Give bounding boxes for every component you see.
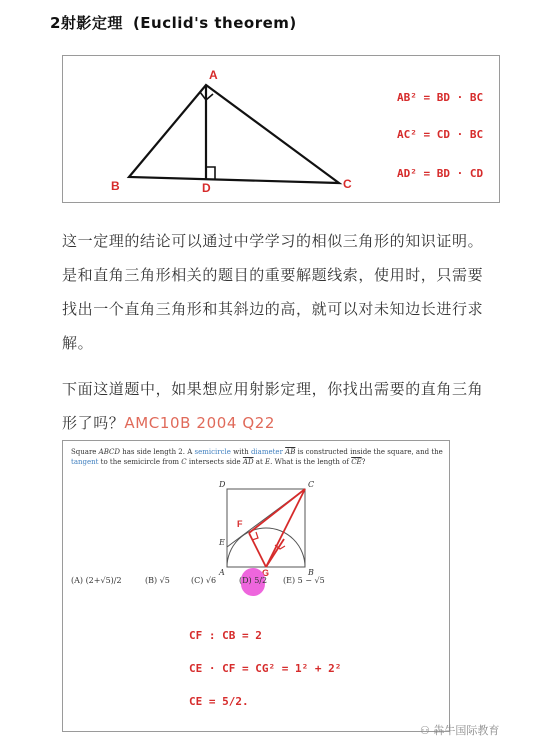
label-a: A bbox=[209, 68, 218, 82]
problem-square-name: ABCD bbox=[98, 448, 120, 456]
problem-text-8: . What is the length of bbox=[270, 458, 352, 466]
diagram-label-e: E bbox=[219, 538, 225, 547]
square-semicircle-diagram bbox=[63, 441, 449, 576]
triangle-abc bbox=[129, 85, 339, 183]
keyword-tangent: tangent bbox=[71, 458, 99, 466]
handwriting-line-1: CF : CB = 2 bbox=[189, 629, 262, 642]
section-heading bbox=[50, 12, 297, 33]
euclid-theorem-figure bbox=[62, 55, 500, 203]
segment-ad: $\overline{AD}$ bbox=[242, 458, 254, 466]
choice-d: (D) 5/2 bbox=[239, 576, 268, 585]
choice-e: (E) 5 − √5 bbox=[283, 576, 325, 585]
red-altitude bbox=[266, 539, 284, 567]
formula-ad: AD² = BD · CD bbox=[397, 167, 484, 180]
diagram-label-d: D bbox=[219, 480, 226, 489]
point-c-text: C bbox=[181, 458, 187, 466]
problem-text-6: intersects side bbox=[186, 458, 243, 466]
diagram-label-c: C bbox=[308, 480, 315, 489]
diagram-label-f: F bbox=[237, 519, 243, 529]
problem-text-9: ? bbox=[361, 458, 366, 466]
paragraph-question bbox=[62, 372, 487, 440]
choice-c: (C) √6 bbox=[191, 576, 217, 585]
diagram-label-g: G bbox=[262, 568, 270, 576]
diagram-label-b: B bbox=[308, 568, 314, 576]
label-c: C bbox=[343, 177, 352, 191]
handwriting-line-3: CE = 5/2. bbox=[189, 695, 249, 708]
problem-text-4: is constructed inside the square, and the bbox=[295, 448, 443, 456]
handwriting-line-2: CE · CF = CG² = 1² + 2² bbox=[189, 662, 342, 675]
diagram-label-a: A bbox=[219, 568, 225, 576]
amc-problem-figure bbox=[62, 440, 450, 732]
problem-text-1: Square bbox=[71, 448, 99, 456]
label-d: D bbox=[202, 181, 211, 195]
question-text: 下面这道题中，如果想应用射影定理，你找出需要的直角三角形了吗？ bbox=[62, 380, 484, 432]
problem-text-7: at bbox=[253, 458, 265, 466]
heading-number-title: 2射影定理 bbox=[50, 14, 123, 32]
red-line-fc bbox=[249, 489, 305, 533]
keyword-semicircle: semicircle bbox=[194, 448, 231, 456]
formula-ac: AC² = CD · BC bbox=[397, 128, 484, 141]
watermark-logo: ⚇ 犇牛国际教育 bbox=[420, 724, 500, 737]
semicircle-ab bbox=[227, 528, 305, 567]
choice-a: (A) (2+√5)/2 bbox=[71, 576, 122, 585]
problem-text-5: to the semicircle from bbox=[98, 458, 182, 466]
right-angle-mark-d bbox=[206, 167, 215, 180]
segment-ce: $\overline{CE}$ bbox=[351, 458, 362, 466]
point-e-text: E bbox=[265, 458, 271, 466]
problem-source: AMC10B 2004 Q22 bbox=[124, 414, 276, 432]
paragraph-explanation: 这一定理的结论可以通过中学学习的相似三角形的知识证明。是和直角三角形相关的题目的重要解题线索，使用时，只需要找出一个直角三角形和其斜边的高，就可以对未知边长进行求解。 bbox=[62, 232, 484, 352]
choice-b: (B) √5 bbox=[145, 576, 170, 585]
right-triangle-diagram bbox=[63, 56, 499, 202]
keyword-diameter: diameter bbox=[250, 448, 283, 456]
problem-text-3: with bbox=[230, 448, 251, 456]
heading-english: (Euclid's theorem) bbox=[132, 14, 297, 32]
label-b: B bbox=[111, 179, 120, 193]
formula-ab: AB² = BD · BC bbox=[397, 91, 484, 104]
problem-text-2: has side length 2. A bbox=[119, 448, 195, 456]
segment-ab: $\overline{AB}$ bbox=[285, 448, 296, 456]
